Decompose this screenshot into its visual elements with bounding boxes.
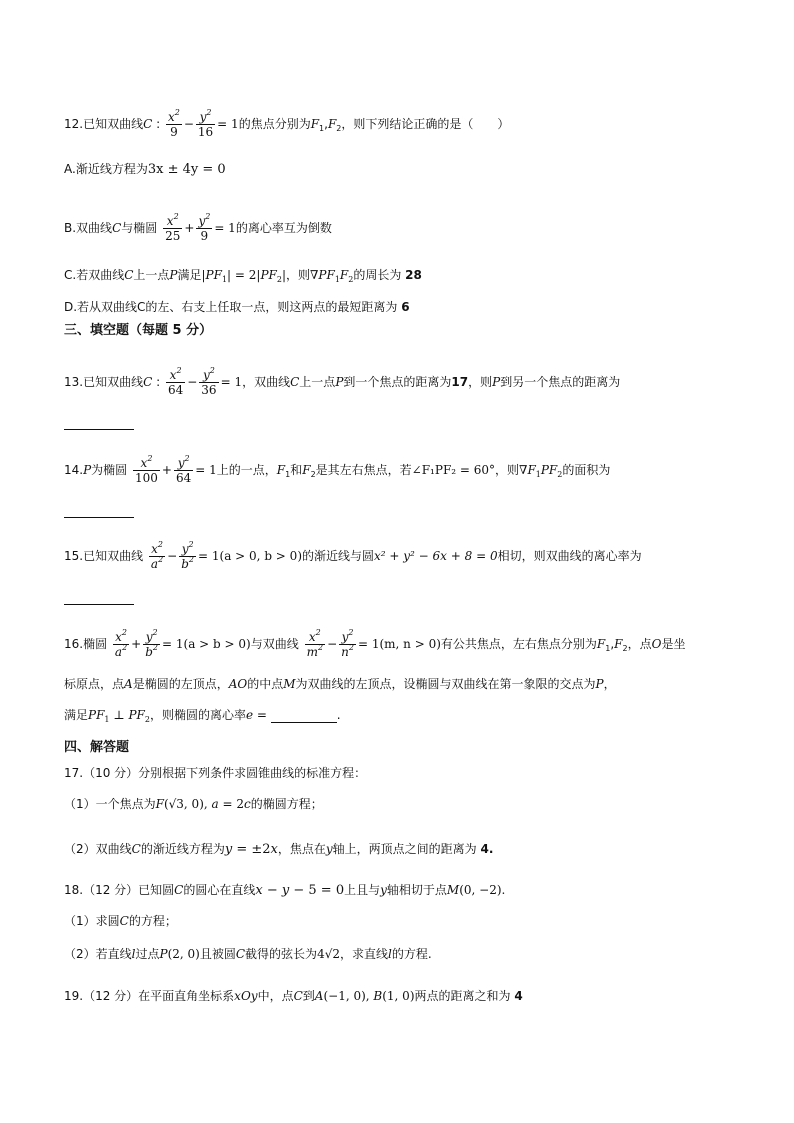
- q14-stem: 14.P为椭圆 $\frac{x^2}{100}$ + $\frac{y^2}{64}$ = 1上的一点，$F_1$和$F_2$是其左右焦点，若∠F₁PF₂ = 60°，则$\nabla F_1PF_2$的面积为: [64, 454, 611, 485]
- q17-part-1: （1）一个焦点为F(√3, 0), a = 2c的椭圆方程；: [64, 797, 323, 811]
- fraction: $\frac{y^2}{b^2}$: [181, 540, 195, 571]
- q15-stem: 15.已知双曲线 $\frac{x^2}{a^2}$ − $\frac{y^2}{b^2}$ = 1(a > 0, b > 0)的渐近线与圆x² + y² − 6x + 8 = 0相切，则双曲线的离心率为: [64, 540, 642, 571]
- answer-blank[interactable]: [271, 710, 337, 723]
- q18-stem: 18.（12 分）已知圆C的圆心在直线x − y − 5 = 0上且与y轴相切于点M(0, −2).: [64, 883, 506, 898]
- q16-line-1: 16.椭圆 $\frac{x^2}{a^2}$ + $\frac{y^2}{b^2}$ = 1(a > b > 0)与双曲线 $\frac{x^2}{m^2}$ − $\frac{y^2}{n^2}$ = 1(m, n > 0)有公共焦点，左右焦点分别为$F_1,F_2$，点O是坐: [64, 628, 686, 659]
- fraction: $\frac{y^2}{n^2}$: [341, 628, 354, 659]
- q12-option-d: D.若从双曲线C的左、右支上任取一点，则这两点的最短距离为 6: [64, 300, 410, 314]
- fraction: $\frac{y^2}{9}$: [198, 212, 211, 243]
- fraction: $\frac{x^2}{100}$: [135, 454, 158, 485]
- section-heading: 四、解答题: [64, 740, 130, 755]
- fraction: $\frac{y^2}{64}$: [175, 454, 192, 485]
- q18-part-2: （2）若直线l过点P(2, 0)且被圆C截得的弦长为4√2，求直线l的方程.: [64, 947, 432, 961]
- fraction: $\frac{y^2}{36}$: [201, 366, 217, 397]
- fraction: $\frac{y^2}{16}$: [197, 108, 214, 139]
- fraction: $\frac{x^2}{a^2}$: [114, 628, 128, 659]
- fraction: $\frac{x^2}{25}$: [165, 212, 181, 243]
- section-heading: 三、填空题（每题 5 分）: [64, 323, 213, 338]
- answer-blank[interactable]: [64, 589, 134, 605]
- fraction: $\frac{y^2}{b^2}$: [145, 628, 159, 659]
- q18-part-1: （1）求圆C的方程；: [64, 914, 177, 928]
- q19-stem: 19.（12 分）在平面直角坐标系xOy中，点C到A(−1, 0), B(1, 0)两点的距离之和为 4: [64, 989, 523, 1003]
- fraction: $\frac{x^2}{m^2}$: [306, 628, 324, 659]
- fraction: $\frac{x^2}{9}$: [167, 108, 180, 139]
- q16-line-3: 满足$PF_1$ ⊥ $PF_2$，则椭圆的离心率e = .: [64, 708, 341, 724]
- q12-option-b: B.双曲线C与椭圆 $\frac{x^2}{25}$ + $\frac{y^2}{9}$ = 1的离心率互为倒数: [64, 212, 332, 243]
- q16-line-2: 标原点，点A是椭圆的左顶点，AO的中点M为双曲线的左顶点，设椭圆与双曲线在第一象限的交点为P，: [64, 677, 616, 691]
- q17-stem: 17.（10 分）分别根据下列条件求圆锥曲线的标准方程：: [64, 766, 367, 780]
- q12-stem: 12.已知双曲线C : $\frac{x^2}{9}$ − $\frac{y^2}{16}$ = 1的焦点分别为$F_1,F_2$，则下列结论正确的是（ ）: [64, 108, 510, 139]
- fraction: $\frac{x^2}{64}$: [167, 366, 184, 397]
- q12-option-c: C.若双曲线C上一点P满足$|PF_1| = 2|PF_2|$，则$\nabla PF_1F_2$的周长为 28: [64, 268, 422, 284]
- q12-option-a: A.渐近线方程为3x ± 4y = 0: [64, 162, 226, 177]
- fraction: $\frac{x^2}{a^2}$: [150, 540, 164, 571]
- q17-part-2: （2）双曲线C的渐近线方程为y = ±2x，焦点在y轴上，两顶点之间的距离为 4.: [64, 842, 494, 857]
- answer-blank[interactable]: [64, 502, 134, 518]
- answer-blank[interactable]: [64, 414, 134, 430]
- q13-stem: 13.已知双曲线C : $\frac{x^2}{64}$ − $\frac{y^2}{36}$ = 1，双曲线C上一点P到一个焦点的距离为17，则P到另一个焦点的距离为: [64, 366, 621, 397]
